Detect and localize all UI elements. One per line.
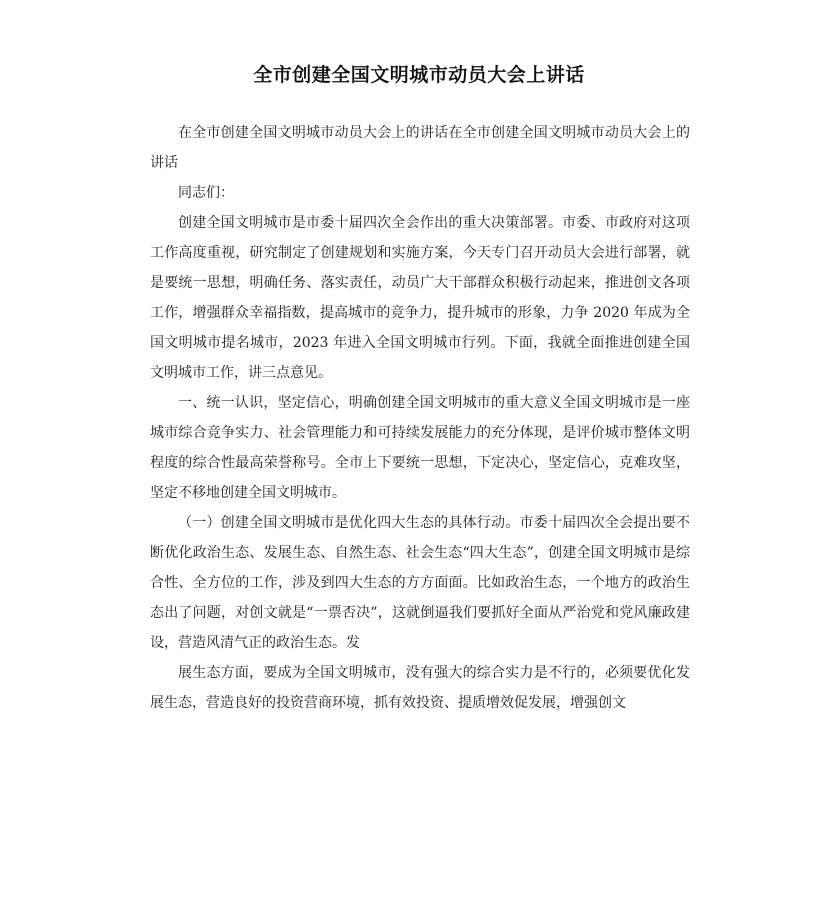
paragraph-salutation: 同志们： — [178, 185, 234, 201]
document-title: 全市创建全国文明城市动员大会上讲话 — [253, 64, 585, 86]
paragraph-development: 展生态方面，要成为全国文明城市，没有强大的综合实力是不行的，必须要优化发展生态，营造良好的投资营商环境，抓有效投资、提质增效促发展，增强创文 — [150, 665, 690, 711]
paragraph-subsection-one: （一）创建全国文明城市是优化四大生态的具体行动。市委十届四次全会提出要不断优化政治生态、发展生态、自然生态、社会生态“四大生态”，创建全国文明城市是综合性、全方位的工作，涉及到四大生态的方方面面。比如政治生态，一个地方的政治生态出了问题，对创文就是“一票否决”，这就倒逼我们要抓好全面从严治党和党风廉政建设，营造风清气正的政治生态。发 — [150, 515, 690, 651]
paragraph-section-one: 一、统一认识，坚定信心，明确创建全国文明城市的重大意义全国文明城市是一座城市综合竞争实力、社会管理能力和可持续发展能力的充分体现，是评价城市整体文明程度的综合性最高荣誉称号。全市上下要统一思想，下定决心，坚定信心，克难攻坚，坚定不移地创建全国文明城市。 — [150, 395, 690, 501]
paragraph-opening: 创建全国文明城市是市委十届四次全会作出的重大决策部署。市委、市政府对这项工作高度重视，研究制定了创建规划和实施方案，今天专门召开动员大会进行部署，就是要统一思想，明确任务、落实责任，动员广大干部群众积极行动起来，推进创文各项工作，增强群众幸福指数，提高城市的竞争力，提升城市的形象，力争 2020 年成为全国文明城市提名城市，2023 年进入全国文明城市行列。下面，我就全面推进创建全国文明城市工作，讲三点意见。 — [150, 215, 690, 381]
document-body — [150, 118, 690, 718]
paragraph-intro: 在全市创建全国文明城市动员大会上的讲话在全市创建全国文明城市动员大会上的讲话 — [150, 125, 690, 171]
